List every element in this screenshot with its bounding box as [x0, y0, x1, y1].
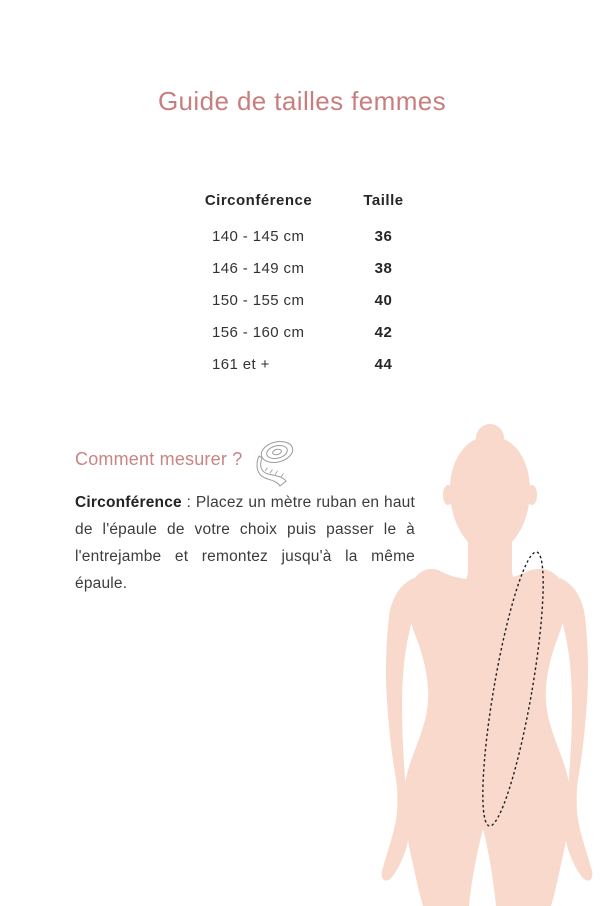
table-row — [176, 284, 426, 316]
how-to-measure-heading: Comment mesurer ? — [75, 449, 243, 469]
table-row — [176, 220, 426, 252]
size-cell: 40 — [374, 291, 393, 309]
size-cell: 36 — [374, 227, 393, 245]
circumference-cell: 150 - 155 cm — [212, 291, 305, 309]
circumference-cell: 146 - 149 cm — [212, 259, 305, 277]
circumference-cell: 156 - 160 cm — [212, 323, 305, 341]
circumference-cell: 161 et + — [212, 355, 270, 373]
measuring-tape-icon — [253, 437, 303, 487]
measure-instructions — [75, 489, 415, 597]
column-header-taille: Taille — [363, 191, 404, 209]
page-title: Guide de tailles femmes — [157, 86, 447, 116]
size-table-header — [176, 186, 426, 214]
instruction-text: : Placez un mètre ruban en haut de l'épaule de votre choix puis passer le à l'entrejambe et remontez jusqu'à la même épaule. — [75, 494, 415, 592]
silhouette-body-shape — [382, 424, 593, 906]
table-row — [176, 316, 426, 348]
column-header-circumference: Circonférence — [204, 191, 313, 209]
woman-silhouette-illustration — [380, 421, 600, 906]
size-cell: 42 — [374, 323, 393, 341]
table-row — [176, 252, 426, 284]
circumference-cell: 140 - 145 cm — [212, 227, 305, 245]
instruction-term: Circonférence — [75, 494, 182, 511]
size-cell: 44 — [374, 355, 393, 373]
size-cell: 38 — [374, 259, 393, 277]
size-table — [176, 186, 426, 380]
table-row — [176, 348, 426, 380]
how-to-measure-header — [75, 437, 315, 489]
